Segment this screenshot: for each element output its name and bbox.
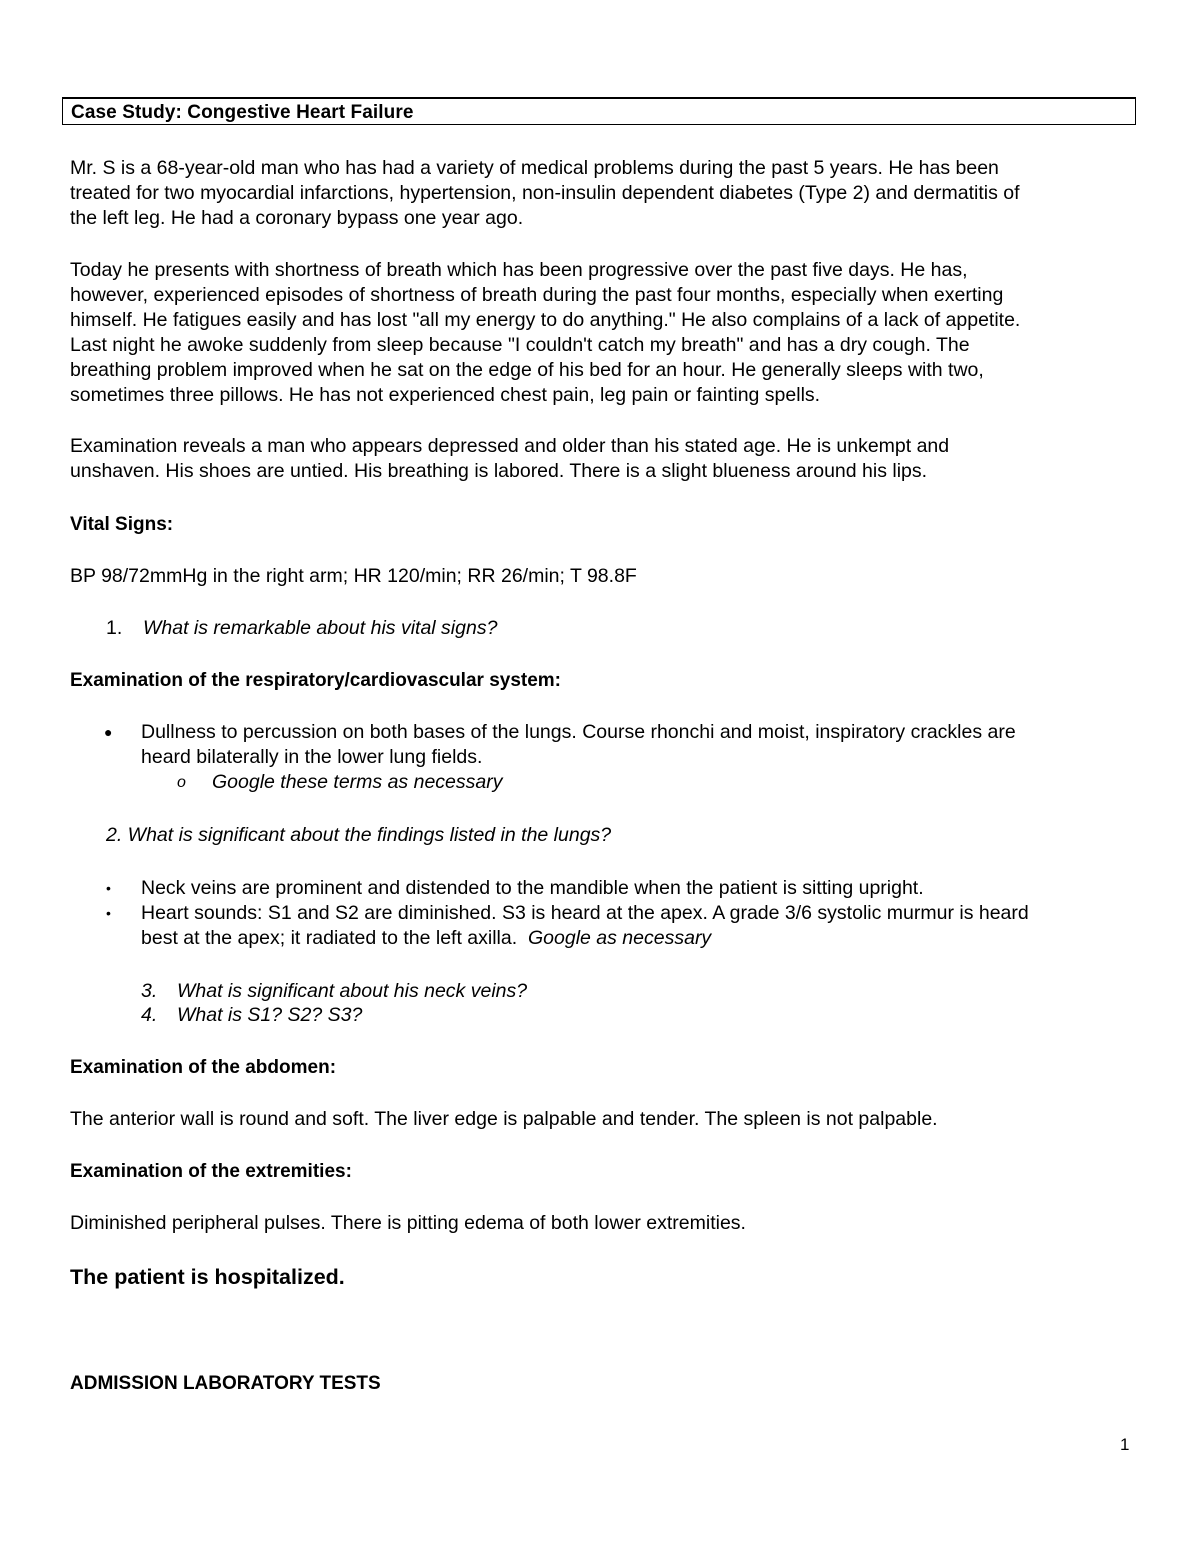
text-line: Examination reveals a man who appears depressed and older than his stated age. He is unkempt and bbox=[70, 435, 950, 457]
sub-bullet-marker: o bbox=[177, 774, 186, 791]
question-number: 3. bbox=[141, 980, 158, 1002]
google-note: Google as necessary bbox=[528, 927, 712, 949]
vital-signs-heading: Vital Signs: bbox=[70, 514, 174, 535]
bullet-item-neck-veins: Neck veins are prominent and distended to the mandible when the patient is sitting upright. bbox=[141, 877, 924, 899]
text-line: Mr. S is a 68-year-old man who has had a variety of medical problems during the past 5 years. He has been bbox=[70, 157, 999, 179]
abdomen-text: The anterior wall is round and soft. The liver edge is palpable and tender. The spleen is not palpable. bbox=[70, 1108, 938, 1130]
document-title: Case Study: Congestive Heart Failure bbox=[71, 102, 414, 123]
text-line: sometimes three pillows. He has not experienced chest pain, leg pain or fainting spells. bbox=[70, 384, 821, 406]
bullet-icon: • bbox=[106, 905, 111, 921]
text-line: Last night he awoke suddenly from sleep because "I couldn't catch my breath" and has a dry cough. The bbox=[70, 334, 970, 356]
sub-bullet-text: Google these terms as necessary bbox=[212, 771, 503, 793]
question-text: What is significant about his neck veins? bbox=[177, 980, 528, 1002]
intro-paragraph bbox=[70, 156, 1150, 231]
question-text: What is remarkable about his vital signs? bbox=[143, 617, 498, 639]
text-line: treated for two myocardial infarctions, hypertension, non-insulin dependent diabetes (Type 2) and dermatitis of bbox=[70, 182, 1020, 204]
resp-cardio-heading: Examination of the respiratory/cardiovascular system: bbox=[70, 670, 562, 691]
text-line: unshaven. His shoes are untied. His breathing is labored. There is a slight blueness around his lips. bbox=[70, 460, 928, 482]
presentation-paragraph bbox=[70, 258, 1150, 408]
vital-signs-values: BP 98/72mmHg in the right arm; HR 120/min; RR 26/min; T 98.8F bbox=[70, 565, 637, 587]
question-text: What is S1? S2? S3? bbox=[177, 1004, 363, 1026]
text-line: however, experienced episodes of shortness of breath during the past four months, especially when exerting bbox=[70, 284, 1004, 306]
admission-lab-heading: ADMISSION LABORATORY TESTS bbox=[70, 1373, 381, 1394]
question-number: 1. bbox=[106, 617, 123, 639]
text-line: Today he presents with shortness of breath which has been progressive over the past five days. He has, bbox=[70, 259, 968, 281]
abdomen-heading: Examination of the abdomen: bbox=[70, 1057, 337, 1078]
question-2: 2. What is significant about the findings listed in the lungs? bbox=[106, 824, 612, 846]
extremities-text: Diminished peripheral pulses. There is pitting edema of both lower extremities. bbox=[70, 1212, 746, 1234]
page-number: 1 bbox=[1120, 1435, 1130, 1454]
text-line: the left leg. He had a coronary bypass one year ago. bbox=[70, 207, 524, 229]
text-span: best at the apex; it radiated to the left axilla. bbox=[141, 927, 518, 949]
bullet-item-heart-sounds bbox=[141, 901, 1141, 951]
text-line: heard bilaterally in the lower lung fields. bbox=[141, 746, 483, 768]
question-number: 4. bbox=[141, 1004, 158, 1026]
bullet-icon: ● bbox=[104, 724, 113, 740]
text-line bbox=[141, 926, 1141, 951]
title-box bbox=[62, 97, 1136, 125]
examination-paragraph bbox=[70, 434, 1150, 484]
text-line: himself. He fatigues easily and has lost "all my energy to do anything." He also complains of a lack of appetite. bbox=[70, 309, 1021, 331]
text-line: Heart sounds: S1 and S2 are diminished. S3 is heard at the apex. A grade 3/6 systolic murmur is heard bbox=[141, 902, 1029, 924]
extremities-heading: Examination of the extremities: bbox=[70, 1161, 352, 1182]
bullet-item-lungs bbox=[141, 720, 1141, 770]
text-line: Dullness to percussion on both bases of the lungs. Course rhonchi and moist, inspiratory crackles are bbox=[141, 721, 1016, 743]
bullet-icon: • bbox=[106, 880, 111, 896]
text-line: breathing problem improved when he sat on the edge of his bed for an hour. He generally sleeps with two, bbox=[70, 359, 984, 381]
hospitalized-statement: The patient is hospitalized. bbox=[70, 1265, 345, 1289]
